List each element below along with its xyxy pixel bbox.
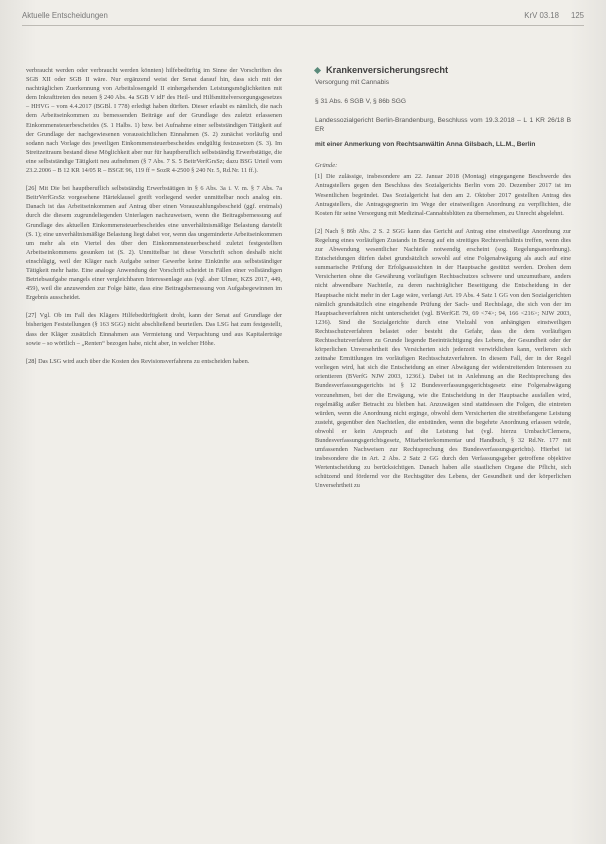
journal-issue: KrV 03.18	[524, 11, 559, 20]
page-number: 125	[570, 11, 584, 20]
diamond-bullet-icon	[314, 67, 321, 74]
running-head	[22, 11, 584, 20]
paragraph-1: [1] Die zulässige, insbesondere am 22. Januar 2018 (Montag) eingegangene Beschwerde des Antragstellers gegen den Beschluss des Sozialgerichts Berlin vom 20. Dezember 2017 ist im Wesentlichen begründet. Das Sozialgericht hat den am 2. Oktober 2017 gestellten Antrag des Antragstellers, die Antragsgegnerin im Wege der einstweiligen Anordnung zu verpflichten, die Kosten für seine Versorgung mit Medizinal-Cannabisblüten zu übernehmen, zu Unrecht abgelehnt.	[315, 173, 571, 217]
paragraph-number: [2]	[315, 227, 323, 235]
paragraph-2: [2] Nach § 86b Abs. 2 S. 2 SGG kann das Gericht auf Antrag eine einstweilige Anordnung zur Regelung eines vorläufigen Zustands in Bezug auf ein streitiges Rechtsverhältnis treffen, wenn dies zur Abwendung wesentlicher Nachteile notwendig erscheint (sog. Regelungsanordnung). Entscheidungen dürfen dabei grundsätzlich sowohl auf eine Folgenabwägung als auch auf eine summarische Prüfung der Erfolgsaussichten in der Hauptsache gestützt werden. Drohen dem Versicherten ohne die Gewährung vorläufigen Rechtsschutzes schwere und unzumutbare, anders nicht abwendbare Nachteile, zu deren nachträglicher Beseitigung die Entscheidung in der Hauptsache nicht mehr in der Lage wäre, verlangt Art. 19 Abs. 4 Satz 1 GG von den Sozialgerichten nämlich grundsätzlich eine eingehende Prüfung der Sach- und Rechtslage, die sich von der im Hauptsacheverfahren nicht unterscheidet (vgl. BVerfGE 79, 69 <74>; 94, 166 <216>; NJW 2003, 1236). Sind die Sozialgerichte durch eine Vielzahl von anhängigen einstweiligen Rechtsschutzverfahren belastet oder besteht die Gefahr, dass die dem vorläufigen Rechtsschutzverfahren zu Grunde liegende Beeinträchtigung des Lebens, der Gesundheit oder der körperlichen Unversehrtheit des Versicherten sich jederzeit verwirklichen kann, verlieren sich zeitnahe Ermittlungen im vorläufigen Rechtsschutzverfahren. In diesem Fall, der in der Regel vorliegen wird, hat sich die Entscheidung an einer Abwägung der widerstreitenden Interessen zu orientieren (BVerfG NJW 2003, 1236f.). Dabei ist in Anlehnung an die Rechtsprechung des Bundesverfassungsgerichts ist § 12 Bundesverfassungsgerichtsgesetz eine Folgenabwägung vorzunehmen, bei der die Erwägung, wie die Entscheidung in der Hauptsache ausfallen wird, regelmäßig außer Betracht zu bleiben hat. Anzuwägen sind stattdessen die Folgen, die eintreten würden, wenn die Anordnung nicht erginge, obwohl dem Versicherten die streitbefangene Leistung zusteht, gegenüber den Nachteilen, die entstünden, wenn die begehrte Anordnung erlassen würde, obwohl er kein Anspruch auf die Leistung hat (vgl. hierzu Umbach/Clemens, Bundesverfassungsgerichtsgesetz, Mitarbeiterkommentar und Handbuch, § 32 Rd.Nr. 177 mit umfassenden Nachweisen zur Rechtsprechung des Bundesverfassungsgerichts). Hierbei ist insbesondere die in Art. 2 Abs. 2 Satz 2 GG durch den Verfassungsgeber getroffene objektive Wertentscheidung zu berücksichtigen. Danach haben alle staatlichen Organe die Pflicht, sich schützend und fördernd vor die Rechtsgüter des Lebens, der Gesundheit und der körperlichen Unversehrtheit zu	[315, 227, 571, 490]
grounds-label: Gründe:	[315, 162, 338, 170]
paragraph-26: [26] Mit Die bei hauptberuflich selbstständig Erwerbstätigen in § 6 Abs. 3a i. V. m. § 7 Abs. 7a BeitrVerfGrsSz vorgesehene Härteklausel greift vorliegend weder unmittelbar noch analog ein. Danach ist das Arbeitseinkommen auf Antrag über einen Vorauszahlungsbescheid (ggf. erstmals) durch die diesem zugrundeliegenden Unterlagen nachzuweisen, wenn die Beitragsbemessung auf Grundlage des aktuellen Einkommensteuerbescheides eine unverhältnismäßige Belastung darstellt (S. 1); eine unverhältnismäßige Belastung liegt dabei vor, wenn das ungeminderte Arbeitseinkommen um mehr als ein Viertel des über den Einkommensteuerbescheid zuletzt festgestellten Arbeitseinkommens gesunken ist (S. 2). Unmittelbar ist diese Vorschrift schon deshalb nicht einschlägig, weil der Kläger nach Aufgabe seiner Gewerbe keine Einkünfte aus selbstständiger Tätigkeit mehr hatte. Eine analoge Anwendung der Vorschrift scheidet in Fällen einer vollständigen Betriebsaufgabe mangels einer vergleichbaren Interessenlage aus (vgl. aber Ulmer, KZS 2017, 449, 459), weil die anzuwenden zur Folge hätte, dass eine Beitragsbemessung von Aufgabegewinnen im Ergebnis ausscheidet.	[26, 185, 282, 302]
annotation-author: mit einer Anmerkung von Rechtsanwältin Anna Gilsbach, LL.M., Berlin	[315, 141, 536, 149]
paragraph-number: [26]	[26, 185, 37, 193]
paragraph-27: [27] Vgl. Ob im Fall des Klägers Hilfebedürftigkeit droht, kann der Senat auf Grundlage der bisherigen Feststellungen (§ 163 SGG) nicht abschließend beurteilen. Das LSG hat zum festgestellt, dass der Kläger zusätzlich Einnahmen aus Vermietung und Verpachtung und aus Kapitalerträge sowie – so wörtlich – „Renten“ bezogen habe, nicht aber, in welcher Höhe.	[26, 312, 282, 347]
paragraph-number: [28]	[26, 357, 37, 365]
paragraph-number: [27]	[26, 312, 37, 320]
right-column	[315, 66, 571, 496]
header-rule	[22, 25, 584, 26]
section-title: Krankenversicherungsrecht	[315, 66, 571, 75]
section-header: Aktuelle Entscheidungen	[22, 11, 108, 20]
left-column	[26, 66, 282, 371]
court-citation: Landessozialgericht Berlin-Brandenburg, Beschluss vom 19.3.2018 – L 1 KR 26/18 B ER	[315, 117, 571, 134]
case-subtitle: Versorgung mit Cannabis	[315, 79, 390, 87]
paragraph-28: [28] Das LSG wird auch über die Kosten des Revisionsverfahrens zu entscheiden haben.	[26, 357, 250, 365]
paragraph-number: [1]	[315, 173, 323, 181]
paragraph-continued: verbraucht werden oder verbraucht werden könnten) hilfebedürftig im Sinne der Vorschriften des SGB XII oder SGB II wäre. Nur ergänzend weist der Senat darauf hin, dass sich mit der nachträglichen Zuerkennung von Arbeitslosengeld II einhergehenden Leistungsmöglichkeiten mit dem Inkrafttreten des neuen § 240 Abs. 4a SGB V idF des Heil- und Hilfsmittelversorgungsgesetzes – HHVG – vom 4.4.2017 (BGBl. I 778) erledigt haben dürften. Dieser erlaubt es nämlich, die nach dem Arbeitseinkommen zu bemessenden Beiträge auf der Grundlage des zuletzt erlassenen Einkommensteuerbescheides (S. 1 Halbs. 1) bzw. bei Aufnahme einer selbstständigen Tätigkeit auf der Grundlage der nachgewiesenen voraussichtlichen Einnahmen (S. 2) zunächst vorläufig und sodann nach Vorlage des jeweiligen Einkommensteuerbescheides endgültig festzusetzen (S. 3). Im Streitzeitraum bestand diese Möglichkeit aber nur für hauptberuflich selbstständig Erwerbstätige, die eine selbstständige Tätigkeit neu aufnehmen (§ 7 Abs. 7 S. 5 BeitrVerfGrsSz; dazu BSG Urteil vom 23.2.2006 – B 12 KR 14/05 R – BSGE 96, 119 ff = SozR 4-2500 § 240 Nr. 5, Rd.Nr. 11 ff.).	[26, 67, 282, 175]
statute-reference: § 31 Abs. 6 SGB V, § 86b SGG	[315, 98, 407, 106]
